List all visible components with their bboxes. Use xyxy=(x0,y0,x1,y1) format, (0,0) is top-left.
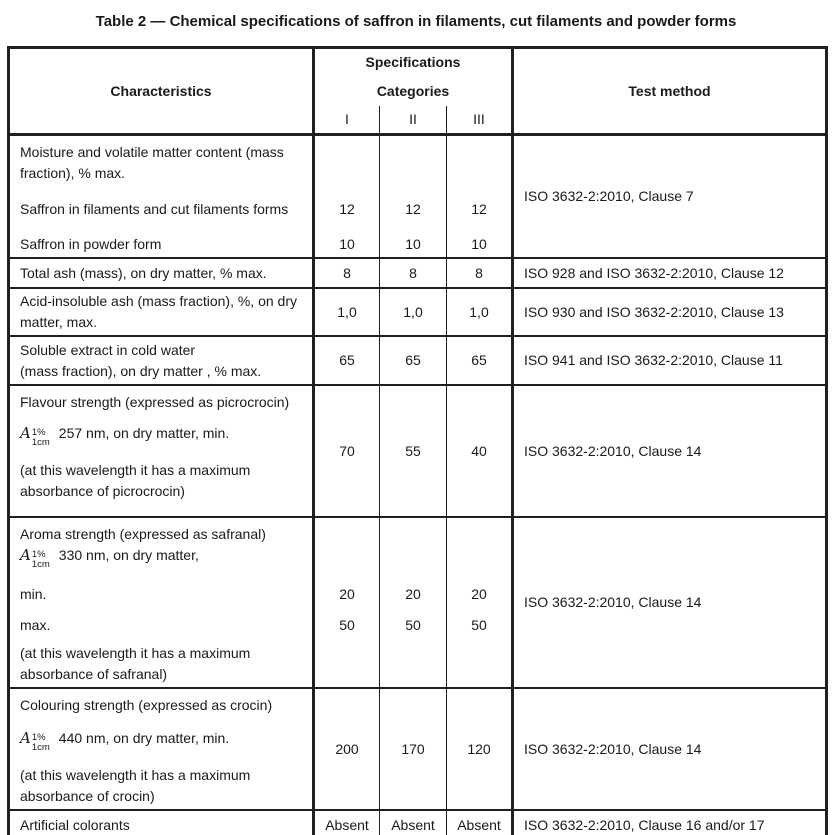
aroma-note: (at this wavelength it has a maximum absorbance of safranal) xyxy=(9,641,314,688)
value-flavour-cat2: 55 xyxy=(380,385,447,517)
value-soluble-cat1: 65 xyxy=(314,336,380,385)
characteristic-filaments-forms: Saffron in filaments and cut filaments forms xyxy=(9,186,314,232)
value-acid-ash-cat3: 1,0 xyxy=(447,288,513,336)
header-row-1 xyxy=(9,48,827,77)
flavour-intro: Flavour strength (expressed as picrocrocin) xyxy=(20,394,290,410)
value-acid-ash-cat1: 1,0 xyxy=(314,288,380,336)
absorbance-notation xyxy=(20,546,59,570)
value-cell xyxy=(447,641,513,688)
value-soluble-cat2: 65 xyxy=(380,336,447,385)
characteristic-soluble-extract xyxy=(9,336,314,385)
characteristic-acid-ash: Acid-insoluble ash (mass fraction), %, on dry matter, max. xyxy=(9,288,314,336)
value-soluble-cat3: 65 xyxy=(447,336,513,385)
header-category-iii: III xyxy=(447,106,513,135)
characteristic-colouring xyxy=(9,688,314,810)
colouring-note: (at this wavelength it has a maximum absorbance of crocin) xyxy=(20,767,251,804)
value-powder-cat1: 10 xyxy=(339,236,355,252)
flavour-absorbance-text: 257 nm, on dry matter, min. xyxy=(58,425,230,441)
header-categories: Categories xyxy=(376,82,450,99)
value-cell xyxy=(380,517,447,579)
value-filaments-cat3: 12 xyxy=(447,186,513,232)
row-aroma-heading xyxy=(9,517,827,579)
soluble-extract-line1: Soluble extract in cold water xyxy=(20,341,196,358)
test-method-flavour: ISO 3632-2:2010, Clause 14 xyxy=(513,385,827,517)
aroma-max-label: max. xyxy=(9,609,314,641)
value-total-ash-cat3: 8 xyxy=(447,258,513,288)
row-total-ash xyxy=(9,258,827,288)
flavour-note: (at this wavelength it has a maximum absorbance of picrocrocin) xyxy=(20,462,251,499)
row-colouring-strength xyxy=(9,688,827,810)
value-acid-ash-cat2: 1,0 xyxy=(380,288,447,336)
header-category-i: I xyxy=(345,110,349,127)
value-aroma-max-cat3: 50 xyxy=(447,609,513,641)
value-aroma-max-cat1: 50 xyxy=(339,616,355,633)
flavour-absorbance-line xyxy=(20,423,308,448)
header-test-method: Test method xyxy=(513,48,827,135)
chemical-specifications-table xyxy=(7,46,828,835)
value-cell xyxy=(380,135,447,187)
value-colorants-cat2: Absent xyxy=(380,810,447,835)
test-method-acid-ash: ISO 930 and ISO 3632-2:2010, Clause 13 xyxy=(513,288,827,336)
absorbance-superscript: 1% xyxy=(31,732,46,743)
value-colorants-cat3: Absent xyxy=(447,810,513,835)
row-artificial-colorants xyxy=(9,810,827,835)
test-method-colouring: ISO 3632-2:2010, Clause 14 xyxy=(513,688,827,810)
value-aroma-max-cat2: 50 xyxy=(380,609,447,641)
header-category-ii: II xyxy=(380,106,447,135)
row-flavour-strength xyxy=(9,385,827,517)
characteristic-colorants: Artificial colorants xyxy=(9,810,314,835)
characteristic-powder-form: Saffron in powder form xyxy=(9,232,314,258)
absorbance-notation xyxy=(20,424,59,448)
value-aroma-min-cat3: 20 xyxy=(447,579,513,609)
soluble-extract-line2: (mass fraction), on dry matter , % max. xyxy=(20,362,262,379)
value-cell xyxy=(314,641,380,688)
value-filaments-cat2: 12 xyxy=(380,186,447,232)
row-moisture-heading xyxy=(9,135,827,187)
value-cell xyxy=(447,517,513,579)
row-acid-insoluble-ash xyxy=(9,288,827,336)
colouring-intro: Colouring strength (expressed as crocin) xyxy=(20,697,273,713)
characteristic-aroma xyxy=(9,517,314,579)
value-colouring-cat3: 120 xyxy=(447,688,513,810)
colouring-absorbance-line xyxy=(20,728,308,753)
characteristic-moisture: Moisture and volatile matter content (mass fraction), % max. xyxy=(9,135,314,187)
test-method-colorants: ISO 3632-2:2010, Clause 16 and/or 17 xyxy=(513,810,827,835)
value-powder-cat3: 10 xyxy=(447,232,513,258)
test-method-moisture: ISO 3632-2:2010, Clause 7 xyxy=(513,135,827,259)
test-method-soluble-extract: ISO 941 and ISO 3632-2:2010, Clause 11 xyxy=(513,336,827,385)
characteristic-flavour xyxy=(9,385,314,517)
table-caption: Table 2 — Chemical specifications of saffron in filaments, cut filaments and powder forms xyxy=(95,13,737,30)
value-flavour-cat3: 40 xyxy=(447,385,513,517)
value-colouring-cat1: 200 xyxy=(314,688,380,810)
value-filaments-cat1: 12 xyxy=(339,200,355,217)
row-soluble-extract xyxy=(9,336,827,385)
value-aroma-min-cat2: 20 xyxy=(380,579,447,609)
value-total-ash-cat2: 8 xyxy=(380,258,447,288)
header-characteristics: Characteristics xyxy=(9,48,314,135)
absorbance-symbol: A xyxy=(20,424,31,442)
colouring-absorbance-text: 440 nm, on dry matter, min. xyxy=(58,730,230,746)
absorbance-subscript: 1cm xyxy=(31,437,50,448)
absorbance-subscript: 1cm xyxy=(31,559,50,570)
aroma-absorbance-line xyxy=(20,545,308,570)
value-colorants-cat1: Absent xyxy=(314,810,380,835)
test-method-total-ash: ISO 928 and ISO 3632-2:2010, Clause 12 xyxy=(513,258,827,288)
value-aroma-min-cat1: 20 xyxy=(339,585,355,602)
absorbance-superscript: 1% xyxy=(31,427,46,438)
value-cell xyxy=(314,135,380,187)
absorbance-subscript: 1cm xyxy=(31,742,50,753)
test-method-aroma: ISO 3632-2:2010, Clause 14 xyxy=(513,517,827,688)
value-total-ash-cat1: 8 xyxy=(314,258,380,288)
value-flavour-cat1: 70 xyxy=(314,385,380,517)
aroma-min-label: min. xyxy=(9,579,314,609)
aroma-absorbance-text: 330 nm, on dry matter, xyxy=(58,547,199,563)
value-cell xyxy=(314,517,380,579)
value-cell xyxy=(380,641,447,688)
absorbance-symbol: A xyxy=(20,546,31,564)
value-colouring-cat2: 170 xyxy=(380,688,447,810)
absorbance-notation xyxy=(20,729,59,753)
absorbance-symbol: A xyxy=(20,729,31,747)
value-powder-cat2: 10 xyxy=(380,232,447,258)
absorbance-superscript: 1% xyxy=(31,549,46,560)
characteristic-total-ash: Total ash (mass), on dry matter, % max. xyxy=(9,258,314,288)
value-cell xyxy=(447,135,513,187)
header-specifications: Specifications xyxy=(365,54,461,71)
aroma-intro: Aroma strength (expressed as safranal) xyxy=(20,526,266,542)
